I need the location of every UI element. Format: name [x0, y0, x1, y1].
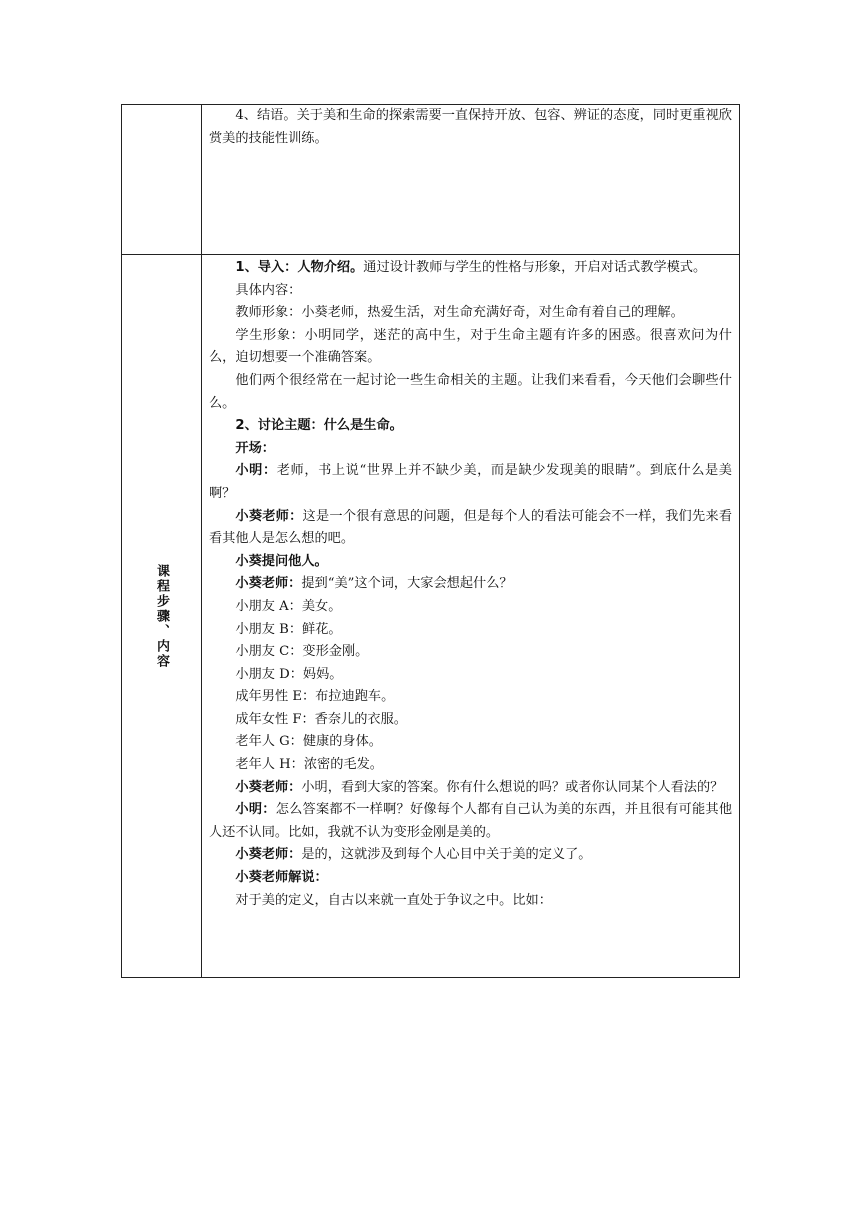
paragraph: 学生形象：小明同学，迷茫的高中生，对于生命主题有许多的困惑。很喜欢问为什么，迫切想要一个准确答案。 — [209, 327, 732, 366]
paragraph: 对于美的定义，自古以来就一直处于争议之中。比如： — [235, 892, 552, 908]
answer-line: 成年女性 F：香奈儿的衣服。 — [235, 711, 407, 727]
answer-line: 老年人 G：健康的身体。 — [235, 734, 382, 750]
lesson-content — [202, 255, 739, 912]
dialogue-line: 小葵老师：小明，看到大家的答案。你有什么想说的吗？或者你认同某个人看法的？ — [235, 779, 724, 795]
dialogue-line: 小葵老师：提到“美”这个词，大家会想起什么？ — [235, 576, 513, 592]
table-row — [122, 105, 740, 255]
row-content-cell — [202, 105, 740, 255]
paragraph: 教师形象：小葵老师，热爱生活，对生命充满好奇，对生命有着自己的理解。 — [235, 305, 684, 321]
paragraph: 具体内容： — [235, 282, 302, 298]
row-content-cell — [202, 255, 740, 978]
answer-line: 小朋友 B：鲜花。 — [235, 621, 342, 637]
paragraph: 小葵提问他人。 — [235, 553, 328, 569]
answer-line: 小朋友 C：变形金刚。 — [235, 644, 369, 660]
table-row — [122, 255, 740, 978]
paragraph: 开场： — [235, 440, 275, 456]
answer-line: 成年男性 E：布拉迪跑车。 — [235, 689, 395, 705]
dialogue-line: 小葵老师：这是一个很有意思的问题，但是每个人的看法可能会不一样，我们先来看看其他人是怎么想的吧。 — [209, 508, 733, 547]
answer-line: 小朋友 D：妈妈。 — [235, 666, 343, 682]
dialogue-line: 小明：怎么答案都不一样啊？好像每个人都有自己认为美的东西，并且很有可能其他人还不认同。比如，我就不认为变形金刚是美的。 — [209, 802, 733, 840]
dialogue-line: 小明：老师，书上说“世界上并不缺少美，而是缺少发现美的眼睛”。到底什么是美啊？ — [209, 463, 732, 501]
paragraph: 他们两个很经常在一起讨论一些生命相关的主题。让我们来看看，今天他们会聊些什么。 — [209, 372, 732, 411]
paragraph: 1、导入：人物介绍。通过设计教师与学生的性格与形象，开启对话式教学模式。 — [235, 260, 707, 275]
answer-line: 小朋友 A：美女。 — [235, 598, 342, 614]
paragraph: 小葵老师解说： — [235, 870, 328, 886]
lesson-plan-table — [121, 104, 740, 978]
answer-line: 老年人 H：浓密的毛发。 — [235, 757, 383, 773]
section-label: 课程步骤、内容 — [154, 563, 169, 669]
conclusion-paragraph: 4、结语。关于美和生命的探索需要一直保持开放、包容、辨证的态度，同时更重视欣赏美的技能性训练。 — [209, 108, 732, 146]
dialogue-line: 小葵老师：是的，这就涉及到每个人心目中关于美的定义了。 — [235, 847, 592, 863]
row-label-cell — [122, 105, 202, 255]
row-label-cell — [122, 255, 202, 978]
paragraph: 2、讨论主题：什么是生命。 — [235, 418, 403, 434]
